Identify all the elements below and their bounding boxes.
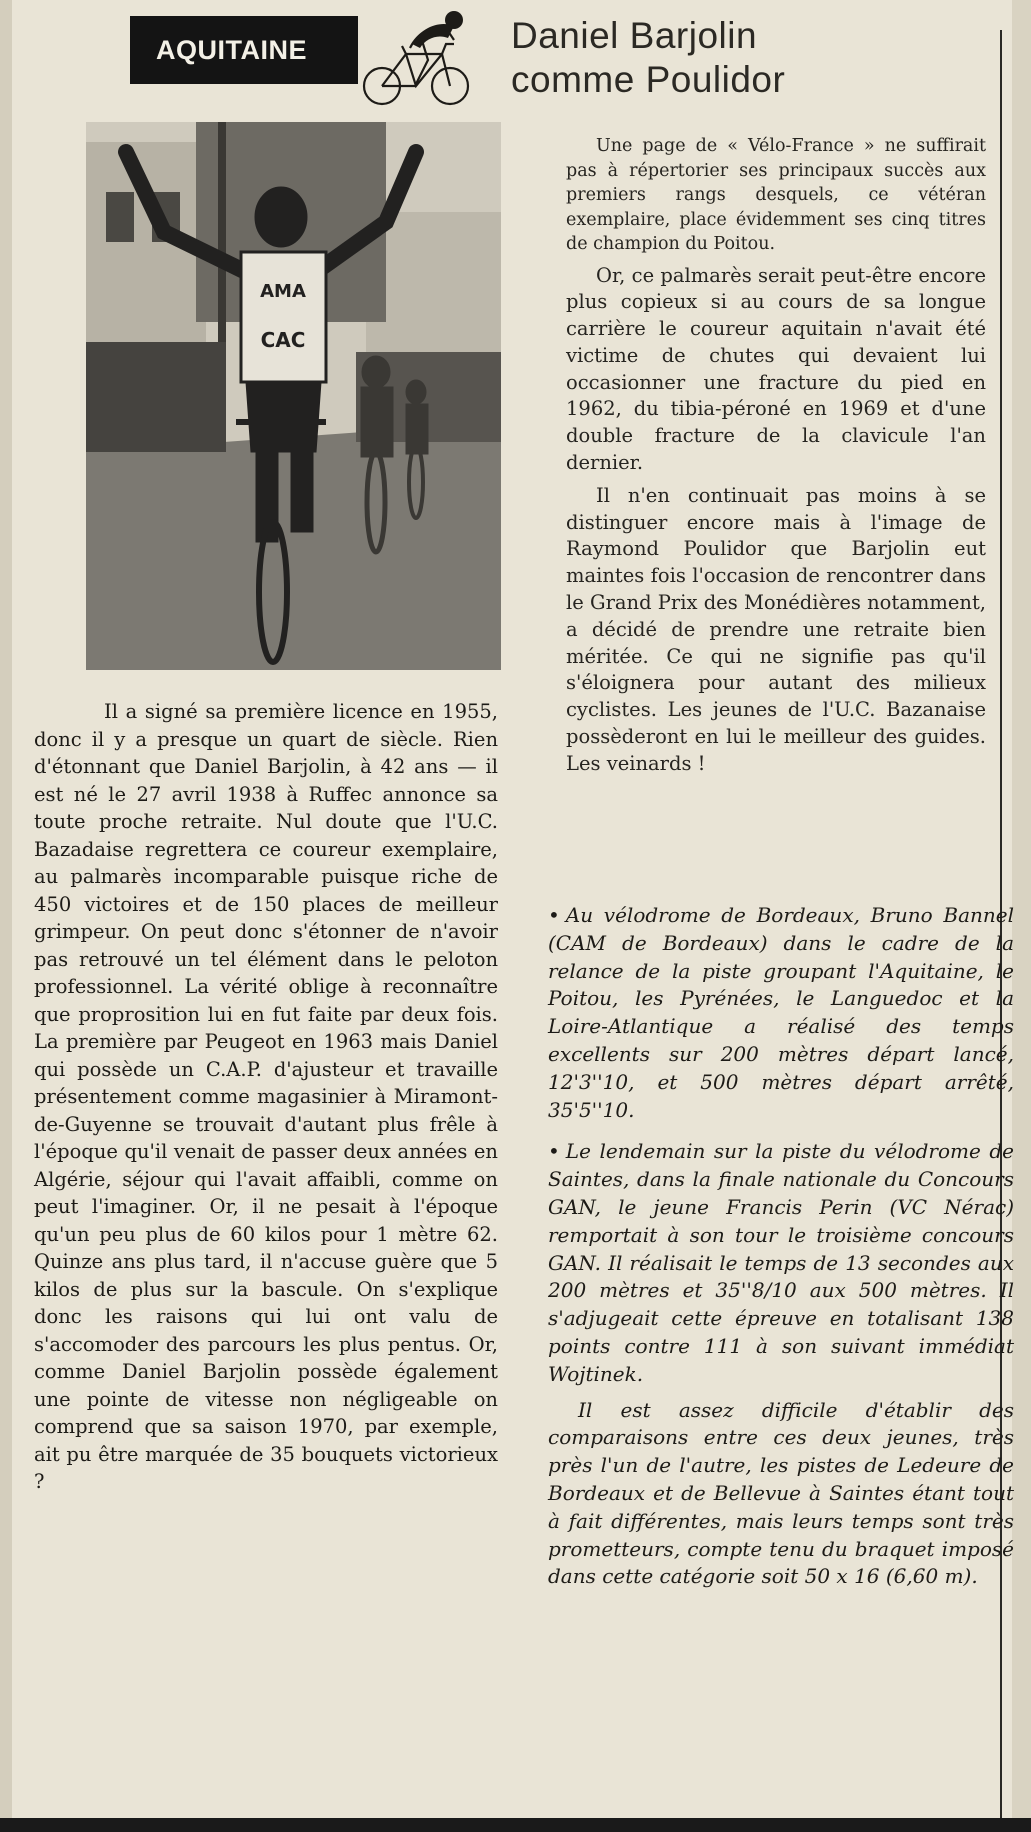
jersey-text-bottom: CAC: [260, 328, 306, 352]
headline: [511, 14, 991, 102]
region-tag: [130, 16, 358, 84]
paper-edge: [0, 0, 12, 1832]
bottom-band: [0, 1818, 1031, 1832]
intro-paragraph-3: Il n'en continuait pas moins à se distinguer encore mais à l'image de Raymond Poulidor que Barjolin eut maintes fois l'occasion de rencontrer dans le Grand Prix des Monédières notamment, a décidé de prendre une retraite bien méritée. Ce qui ne signifie pas qu'il s'éloignera pour autant des milieux cyclistes. Les jeunes de l'U.C. Bazanaise possèderont en lui le meilleur des guides. Les veinards !: [566, 483, 986, 775]
main-article-paragraph: Il a signé sa première licence en 1955, donc il y a presque un quart de siècle. Rien d'étonnant que Daniel Barjolin, à 42 ans — il est né le 27 avril 1938 à Ruffec annonce sa toute proche retraite. Nul doute que l'U.C. Bazadaise regrettera ce coureur exemplaire, au palmarès incomparable puisque riche de 450 victoires et de 150 places de meilleur grimpeur. On peut donc s'étonner de n'avoir pas retrouvé un tel élément dans le peloton professionnel. La vérité oblige à reconnaître que proprosition lui en fut faite par deux fois. La première par Peugeot en 1963 mais Daniel qui possède un C.A.P. d'ajusteur et travaille présentement comme magasinier à Miramont-de-Guyenne se trouvait d'autant plus frêle à l'époque qu'il venait de passer deux années en Algérie, séjour qui l'avait affaibli, comme on peut l'imaginer. Or, il ne pesait à l'époque qu'un peu plus de 60 kilos pour 1 mètre 62. Quinze ans plus tard, il n'accuse guère que 5 kilos de plus sur la bascule. On s'explique donc les raisons qui lui ont valu de s'accomoder des parcours les plus pentus. Or, comme Daniel Barjolin possède également une pointe de vitesse non négligeable on comprend que sa saison 1970, par exemple, ait pu être marquée de 35 bouquets victorieux ?: [34, 700, 498, 1493]
intro-paragraph-2: Or, ce palmarès serait peut-être encore plus copieux si au cours de sa longue carrière le coureur aquitain n'avait été victime de chutes qui devaient lui occasionner une fracture du pied en 1962, du tibia-péroné en 1969 et d'une double fracture de la clavicule l'an dernier.: [566, 263, 986, 475]
photo-crowd: [86, 342, 226, 452]
photo-window: [106, 192, 134, 242]
race-finish-photo: [86, 122, 501, 670]
cyclist-icon: [350, 4, 485, 109]
news-item-3: Il est assez difficile d'établir des comparaisons entre ces deux jeunes, très près l'un de l'autre, les pistes de Ledeure de Bordeaux et de Bellevue à Saintes étant tout à fait différentes, mais leurs temps sont très prometteurs, compte tenu du braquet imposé dans cette catégorie soit 50 x 16 (6,60 m).: [548, 1397, 1014, 1589]
news-item-1-text: Au vélodrome de Bordeaux, Bruno Bannel (CAM de Bordeaux) dans le cadre de la relance de la piste groupant l'Aquitaine, le Poitou, les Pyrénées, le Languedoc et la Loire-Atlantique a réalisé des temps excellents sur 200 mètres départ lancé, 12'3''10, et 500 mètres départ arrêté, 35'5''10.: [548, 903, 1014, 1122]
jersey-text-top: AMA: [260, 281, 306, 302]
main-article-column: [34, 698, 498, 1496]
intro-column: [566, 134, 986, 784]
region-tag-label: AQUITAINE: [156, 34, 307, 65]
news-item-2: [548, 1138, 1014, 1388]
headline-line1: Daniel Barjolin: [511, 15, 758, 56]
news-item-1: [548, 902, 1014, 1124]
news-item-2-text: Le lendemain sur la piste du vélodrome de Saintes, dans la finale nationale du Concours GAN, le jeune Francis Perin (VC Nérac) remportait à son tour le troisième concours GAN. Il réalisait le temps de 13 secondes aux 200 mètres et 35''8/10 aux 500 mètres. Il s'adjugeait cette épreuve en totalisant 138 points contre 111 à son suivant immédiat Wojtinek.: [548, 1139, 1014, 1386]
headline-line2: comme Poulidor: [511, 59, 786, 100]
intro-paragraph-1: Une page de « Vélo-France » ne suffirait pas à répertorier ses principaux succès aux premiers rangs desquels, ce vétéran exemplaire, place évidemment ses cinq titres de champion du Poitou.: [566, 136, 986, 254]
news-briefs-column: [548, 902, 1014, 1605]
bullet-icon: •: [548, 903, 560, 927]
bullet-icon: •: [548, 1139, 560, 1164]
paper-edge-right: [1012, 0, 1031, 1832]
